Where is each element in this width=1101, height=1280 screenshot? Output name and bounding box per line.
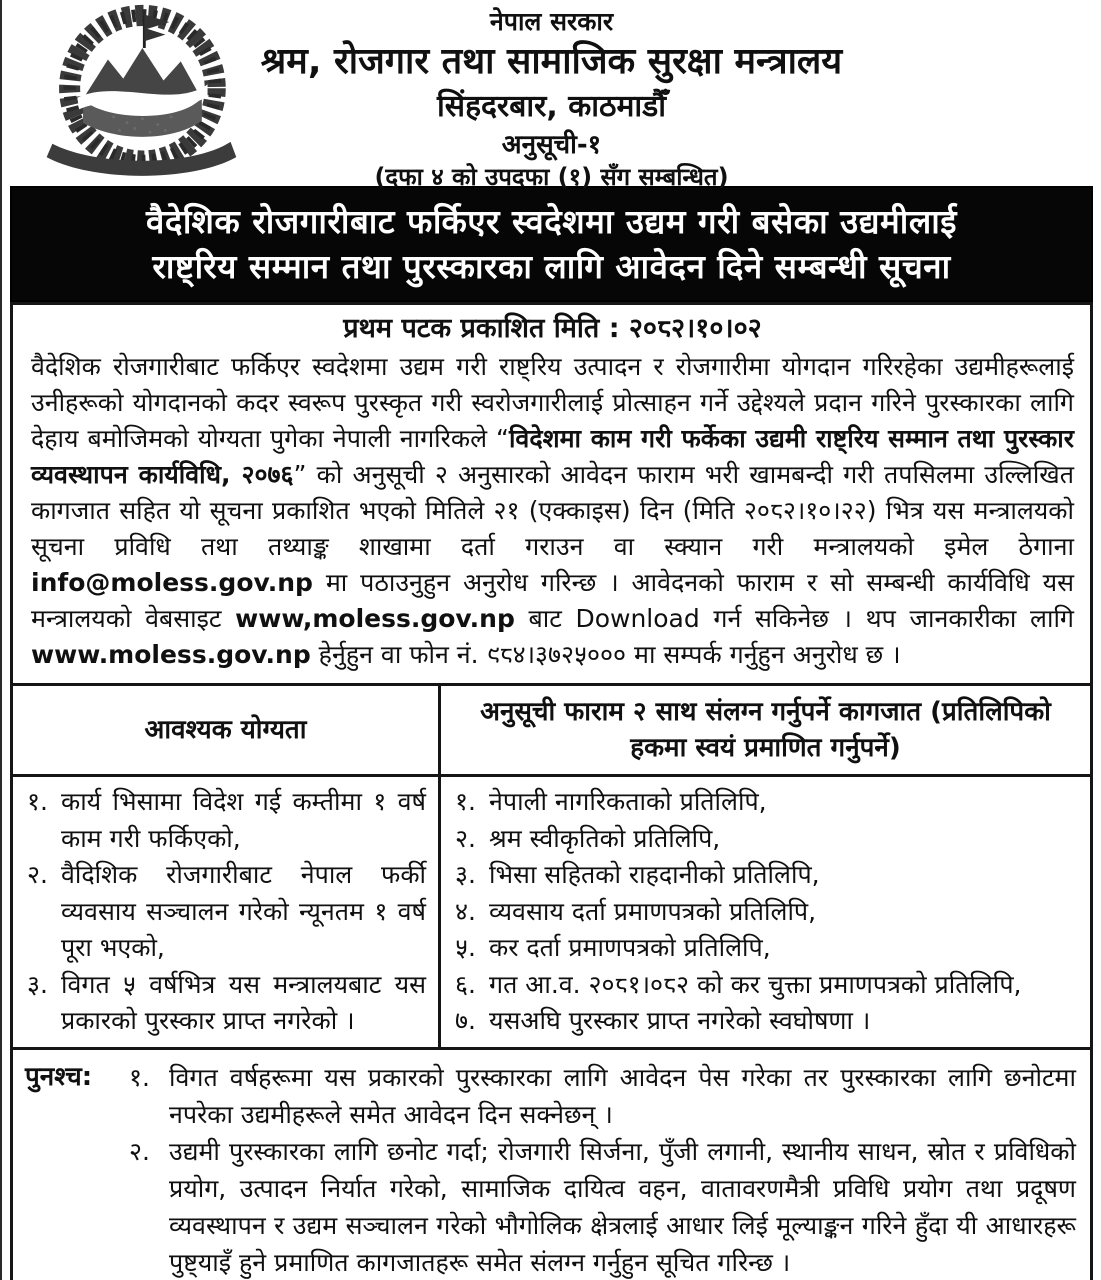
clause-reference: (दफा ४ को उपदफा (१) सँग सम्बन्धित) xyxy=(374,163,729,191)
item-text: यसअघि पुरस्कार प्राप्त नगरेको स्वघोषणा । xyxy=(489,1006,871,1035)
list-item xyxy=(453,967,1082,1004)
item-text: वैदिशिक रोजगारीबाट नेपाल फर्की व्यवसाय सञ्चालन गरेको न्यूनतम १ वर्ष पूरा भएको, xyxy=(61,860,426,962)
item-number: २. xyxy=(455,823,476,853)
documents-column-header: अनुसूची फाराम २ साथ संलग्न गर्नुपर्ने कागजात (प्रतिलिपिको हकमा स्वयं प्रमाणित गर्नुपर्ने) xyxy=(441,686,1090,777)
text-segment: वैदेशिक रोजगारीबाट फर्किएर स्वदेशमा उद्यम गरी राष्ट्रिय उत्पादन र रोजगारीमा योगदान गरिरहेका उद्यमीहरूलाई उनीहरूको योगदानको कदर स्वरूप पुरस्कृत गरी स्वरोजगारीलाई प्रोत्साहन गर्ने उद्देश्यले प्रदान गरिने पुरस्कारका लागि देहाय बमोजिमको योग्यता पुगेका नेपाली नागरिकले “ xyxy=(31,352,1074,453)
banner-line-1: वैदेशिक रोजगारीबाट फर्किएर स्वदेशमा उद्यम गरी बसेका उद्यमीलाई xyxy=(146,202,957,241)
list-item xyxy=(453,1003,1082,1040)
qualifications-column-header: आवश्यक योग्यता xyxy=(13,686,441,777)
item-number: २. xyxy=(129,1136,150,1166)
item-text: कर दर्ता प्रमाणपत्रको प्रतिलिपि, xyxy=(489,933,771,962)
bold-text-segment: www.moless.gov.np xyxy=(31,640,311,669)
text-segment: हेर्नुहुन वा फोन नं. ९८४।३७२५००० मा सम्पर्क गर्नुहुन अनुरोध छ । xyxy=(310,640,901,669)
item-number: ४. xyxy=(455,896,476,926)
item-number: ७. xyxy=(455,1006,476,1035)
list-item xyxy=(121,1133,1076,1280)
item-number: १. xyxy=(455,787,476,816)
documents-list xyxy=(441,777,1090,1047)
item-number: ६. xyxy=(455,969,476,999)
item-text: गत आ.व. २०८१।०८२ को कर चुक्ता प्रमाणपत्रको प्रतिलिपि, xyxy=(489,969,1022,999)
list-item xyxy=(453,821,1082,858)
item-number: ३. xyxy=(455,860,476,889)
bold-text-segment: www,moless.gov.np xyxy=(235,604,515,633)
nepal-government-emblem-icon xyxy=(26,2,278,184)
item-text: भिसा सहितको राहदानीको प्रतिलिपि, xyxy=(489,860,820,889)
published-date-line: प्रथम पटक प्रकाशित मिति : २०८२।१०।०२ xyxy=(343,313,762,344)
list-item xyxy=(453,784,1082,821)
list-item xyxy=(453,894,1082,931)
list-item xyxy=(25,784,430,857)
list-item xyxy=(453,930,1082,967)
postscript-label: पुनश्च: xyxy=(25,1061,93,1092)
list-item xyxy=(453,857,1082,894)
item-number: २. xyxy=(27,860,48,889)
postscript-section xyxy=(10,1050,1093,1280)
requirements-table xyxy=(10,686,1093,1050)
item-text: उद्यमी पुरस्कारका लागि छनोट गर्दा; रोजगारी सिर्जना, पुँजी लगानी, स्थानीय साधन, स्रोत र प्रविधिको प्रयोग, उत्पादन निर्यात गरेको, सामाजिक दायित्व वहन, वातावरणमैत्री प्रविधि प्रयोग तथा प्रदूषण व्यवस्थापन र उद्यम सञ्चालन गरेको भौगोलिक क्षेत्रलाई आधार लिई मूल्याङ्कन गरिने हुँदा यी आधारहरू पुष्ट्याइँ हुने प्रमाणित कागजातहरू समेत संलग्न गर्नुहुन सूचित गरिन्छ । xyxy=(169,1136,1076,1277)
ministry-address: सिंहदरबार, काठमाडौँ xyxy=(437,89,666,124)
item-text: विगत ५ वर्षभित्र यस मन्त्रालयबाट यस प्रकारको पुरस्कार प्राप्त नगरेको । xyxy=(61,969,426,1035)
item-text: विगत वर्षहरूमा यस प्रकारको पुरस्कारका लागि आवेदन पेस गरेका तर पुरस्कारका लागि छनोटमा नपरेका उद्यमीहरूले समेत आवेदन दिन सक्नेछन् । xyxy=(169,1062,1076,1129)
text-segment: मा पठाउनुहुन अनुरोध गरिन्छ । आवेदनको फाराम र सो सम्बन्धी कार्यविधि यस मन्त्रालयको वेबसाइट xyxy=(31,568,1074,633)
list-item xyxy=(121,1059,1076,1133)
text-segment: ” को अनुसूची २ अनुसारको आवेदन फाराम भरी खामबन्दी गरी तपसिलमा उल्लिखित कागजात सहित यो सूचना प्रकाशित भएको मितिले २१ (एक्काइस) दिन (मिति २०८२।१०।२२) भित्र यस मन्त्रालयको सूचना प्रविधि तथा तथ्याङ्क शाखामा दर्ता गराउन वा स्क्यान गरी मन्त्रालयको इमेल ठेगाना xyxy=(31,460,1075,561)
item-number: १. xyxy=(129,1062,150,1092)
item-text: कार्य भिसामा विदेश गई कम्तीमा १ वर्ष काम गरी फर्किएको, xyxy=(61,787,426,853)
item-text: व्यवसाय दर्ता प्रमाणपत्रको प्रतिलिपि, xyxy=(489,896,817,926)
item-number: ५. xyxy=(455,933,476,962)
ministry-name: श्रम, रोजगार तथा सामाजिक सुरक्षा मन्त्रालय xyxy=(260,41,843,82)
banner-line-2: राष्ट्रिय सम्मान तथा पुरस्कारका लागि आवेदन दिने सम्बन्धी सूचना xyxy=(152,247,951,286)
item-text: श्रम स्वीकृतिको प्रतिलिपि, xyxy=(489,823,721,853)
item-number: ३. xyxy=(27,969,48,999)
bold-text-segment: info@moless.gov.np xyxy=(31,568,313,597)
notice-paragraph xyxy=(31,349,1074,673)
text-segment: बाट Download गर्न सकिनेछ । थप जानकारीका लागि xyxy=(514,604,1074,633)
qualifications-list xyxy=(13,777,441,1047)
schedule-label: अनुसूची-१ xyxy=(501,130,602,160)
notice-body-section xyxy=(10,302,1093,686)
bold-text-segment: विदेशमा काम गरी फर्केका उद्यमी राष्ट्रिय सम्मान तथा पुरस्कार व्यवस्थापन कार्यविधि, २०७६ xyxy=(31,424,1074,489)
list-item xyxy=(25,857,430,967)
item-text: नेपाली नागरिकताको प्रतिलिपि, xyxy=(489,787,767,816)
postscript-items xyxy=(121,1059,1076,1280)
notice-title-banner xyxy=(10,186,1093,302)
item-number: १. xyxy=(27,787,48,816)
letterhead xyxy=(10,0,1093,191)
list-item xyxy=(25,967,430,1040)
government-name: नेपाल सरकार xyxy=(489,7,614,36)
